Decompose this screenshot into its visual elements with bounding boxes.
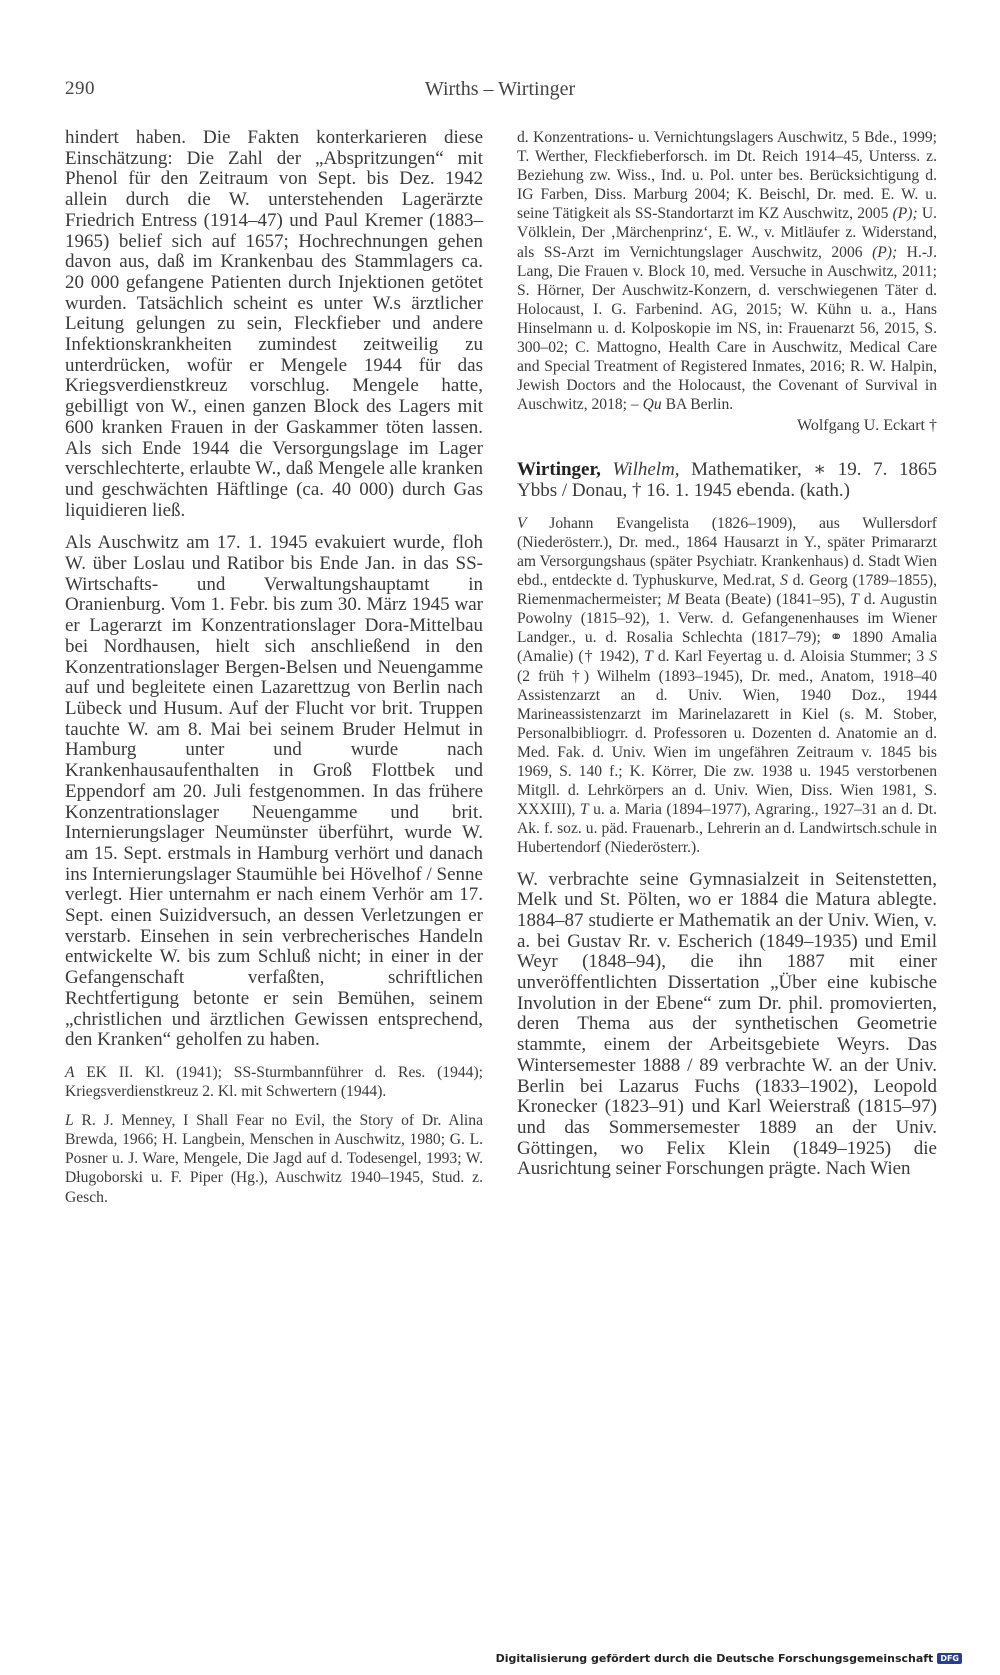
dfg-logo: DFG xyxy=(937,1653,962,1664)
lit-part-c: H.-J. Lang, Die Frauen v. Block 10, med. Versuche in Auschwitz, 2011; S. Hörner, Der Auschwitz-Konzern, d. verschwiegenen Täter d. Holocaust, I. G. Farbenind. AG, 2015; W. Kühn u. a., Hans Hinselmann u. d. Kolposkopie im NS, in: Frauenarzt 56, 2015, S. 300–02; C. Mattogno, Health Care in Auschwitz, Medical Care and Special Treatment of Registered Inmates, 2016; R. W. Halpin, Jewish Doctors and the Holocaust, the Covenant of Survival in Auschwitz, 2018; – xyxy=(517,243,937,414)
fam-text-5: d. Karl Feyertag u. d. Aloisia Stummer; 3 xyxy=(652,648,930,666)
fam-text-3: Beata (Beate) (1841–95), xyxy=(679,591,851,609)
footer-credit xyxy=(496,1652,962,1665)
literature-continuation xyxy=(517,128,937,414)
daughter-label: T xyxy=(644,648,653,666)
entry-given-name: Wilhelm, xyxy=(612,459,680,481)
paragraph-education: W. verbrachte seine Gymnasialzeit in Seitenstetten, Melk und St. Pölten, wo er 1884 die Matura ablegte. 1884–87 studierte er Mathematik an der Univ. Wien, v. a. bei Gustav Rr. v. Escherich (1849–1935) und Emil Weyr (1848–94), die ihn 1887 mit einer unveröffentlichten Dissertation „Über eine kubische Involution in der Ebene“ zum Dr. phil. promovierten, deren Thema aus der synthetischen Geometrie stammte, einem der Arbeitsgebiete Weyrs. Das Wintersemester 1888 / 89 verbrachte W. an der Univ. Berlin bei Lazarus Fuchs (1833–1902), Leopold Kronecker (1823–91) und Karl Weierstraß (1815–97) und das Sommersemester 1889 an der Univ. Göttingen, wo Felix Klein (1849–1925) die Ausrichtung seiner Forschungen prägte. Nach Wien xyxy=(517,868,937,1180)
son-label: S xyxy=(929,648,937,666)
literature-text: R. J. Menney, I Shall Fear no Evil, the Story of Dr. Alina Brewda, 1966; H. Langbein, Menschen in Auschwitz, 1980; G. L. Posner u. J. Ware, Mengele, Die Jagd auf d. Todesengel, 1993; W. Długoborski u. F. Piper (Hg.), Auschwitz 1940–1945, Stud. z. Gesch. xyxy=(65,1112,483,1206)
entry-details: Mathematiker, ∗ 19. 7. 1865 Ybbs / Donau, † 16. 1. 1945 ebenda. (kath.) xyxy=(517,459,937,502)
page-header xyxy=(65,78,935,108)
author-signature: Wolfgang U. Eckart † xyxy=(797,417,937,435)
lit-part-b: U. Völklein, Der ‚Märchenprinz‘, E. W., v. Mitläufer z. Widerstand, als SS-Arzt im Vernichtungslager Auschwitz, 2006 xyxy=(517,205,937,261)
literature-section xyxy=(65,1111,483,1206)
portrait-mark: (P); xyxy=(892,205,918,223)
fam-text-4: d. Augustin Powolny (1815–92), 1. Verw. d. Gefangenenhauses im Wiener Landger., u. d. Rosalia Schlechta (1817–79); ⚭ 1890 Amalia (Amalie) († 1942), xyxy=(517,591,937,666)
awards-label: A xyxy=(65,1063,75,1081)
fam-text-1: Johann Evangelista (1826–1909), aus Wullersdorf (Niederösterr.), Dr. med., 1864 Hausarzt in Y., später Primararzt am Versorgungshaus (später Psychiatr. Krankenhaus) d. Stadt Wien ebd., entdeckte d. Typhuskurve, Med.rat, xyxy=(517,514,937,590)
paragraph-atrocities: hindert haben. Die Fakten konterkarieren diese Einschätzung: Die Zahl der „Abspritzungen“ mit Phenol für den Zeitraum von Sept. bis Dez. 1942 allein durch die W. unterstehenden Lagerärzte Friedrich Entress (1914–47) und Paul Kremer (1883–1965) belief sich auf 1657; Hochrechnungen gehen davon aus, daß im Krankenbau des Stammlagers ca. 20 000 gefangene Patienten durch Injektionen getötet wurden. Tatsächlich scheint es unter W.s ärztlicher Leitung gelungen zu sein, Fleckfieber und andere Infektionskrankheiten zumindest zeitweilig zu unterdrücken, wofür er Mengele 1944 für das Kriegsverdienstkreuz vorschlug. Mengele hatte, gebilligt von W., einen ganzen Block des Lagers mit 600 kranken Frauen in der Gaskammer töten lassen. Als sich Ende 1944 die Versorgungslage im Lager verschlechterte, erlaubte W., daß Mengele alle kranken und geschwächten Häftlinge (ca. 40 000) durch Gas liquidieren ließ. xyxy=(65,127,483,521)
fam-text-2: d. Georg (1789–1855), Riemenmachermeister; xyxy=(517,572,937,609)
son-label: S xyxy=(780,572,788,590)
lit-part-d: BA Berlin. xyxy=(661,396,734,414)
page-number: 290 xyxy=(65,78,95,99)
father-label: V xyxy=(517,514,527,532)
running-title: Wirths – Wirtinger xyxy=(424,78,576,100)
fam-text-6: (2 früh †) Wilhelm (1893–1945), Dr. med., Anatom, 1918–40 Assistenzarzt an d. Univ. Wien, 1940 Doz., 1944 Marineassistenzarzt im Marinelazarett in Kiel (s. M. Stober, Personalbibliogrr. d. Professoren u. Dozenten d. Anatomie an d. Med. Fak. d. Univ. Wien im ungefähren Zeitraum v. 1845 bis 1969, S. 140 f.; K. Körrer, Die zw. 1938 u. 1945 verstorbenen Mitgll. d. Lehrkörpers an d. Univ. Wien, Diss. Wien 1981, S. XXXIII), xyxy=(517,667,937,819)
sources-label: Qu xyxy=(642,396,662,414)
left-column xyxy=(65,128,483,1207)
entry-surname: Wirtinger, xyxy=(517,459,601,481)
footer-text: Digitalisierung gefördert durch die Deutsche Forschungsgemeinschaft xyxy=(495,1652,934,1665)
awards-text: EK II. Kl. (1941); SS-Sturmbannführer d. Res. (1944); Kriegsverdienstkreuz 2. Kl. mit Schwertern (1944). xyxy=(65,1063,483,1101)
paragraph-flight: Als Auschwitz am 17. 1. 1945 evakuiert wurde, floh W. über Loslau und Ratibor bis Ende Jan. in das SS-Wirtschafts- und Verwaltungshauptamt in Oranienburg. Vom 1. Febr. bis zum 30. März 1945 war er Lagerarzt im Konzentrationslager Dora-Mittelbau bei Nordhausen, hielt sich anschließend in den Konzentrationslager Bergen-Belsen und Neuengamme auf und begleitete einen Lazarettzug von Berlin nach Lübeck und Husum. Auf der Flucht vor brit. Truppen tauchte W. am 8. Mai bei seinem Bruder Helmut in Hamburg unter und wurde nach Krankenhausaufenthalten in Groß Flottbek und Eppendorf am 20. Juli festgenommen. In das frühere Konzentrationslager Neuengamme und brit. Internierungslager Neumünster überführt, wurde W. am 15. Sept. erstmals in Hamburg verhört und danach ins Internierungslager Staumühle bei Hövelhof / Senne verlegt. Hier unternahm er nach einem Verhör am 17. Sept. einen Suizidversuch, an dessen Verletzungen er verstarb. Einsehen in sein verbrecherisches Handeln entwickelte W. bis zum Schluß nicht; in einer in der Gefangenschaft verfaßten, schriftlichen Rechtfertigung betonte er sein Bemühen, seinem „christlichen und ärztlichen Gewissen entsprechend, den Kranken“ geholfen zu haben. xyxy=(65,532,483,1051)
awards-section xyxy=(65,1063,483,1101)
family-section xyxy=(517,514,937,858)
literature-label: L xyxy=(65,1112,74,1130)
daughter-label: T xyxy=(579,801,589,819)
mother-label: M xyxy=(666,591,680,609)
fam-text-7: u. a. Maria (1894–1977), Agraring., 1927–31 an d. Dt. Ak. f. soz. u. päd. Frauenarb., Lehrerin an d. Landwirtsch.schule in Hubertendorf (Niederösterr.). xyxy=(517,801,937,857)
lit-part-a: d. Konzentrations- u. Vernichtungslagers Auschwitz, 5 Bde., 1999; T. Werther, Fleckfieberforsch. im Dt. Reich 1914–45, Unterss. z. Beziehung zw. Wiss., Ind. u. Pol. unter bes. Berücksichtigung d. IG Farben, Diss. Marburg 2004; K. Beischl, Dr. med. E. W. u. seine Tätigkeit als SS-Standortarzt im KZ Auschwitz, 2005 xyxy=(517,129,937,223)
entry-heading xyxy=(517,460,937,501)
portrait-mark: (P); xyxy=(872,243,898,261)
daughter-label: T xyxy=(850,591,859,609)
right-column xyxy=(517,128,937,1180)
